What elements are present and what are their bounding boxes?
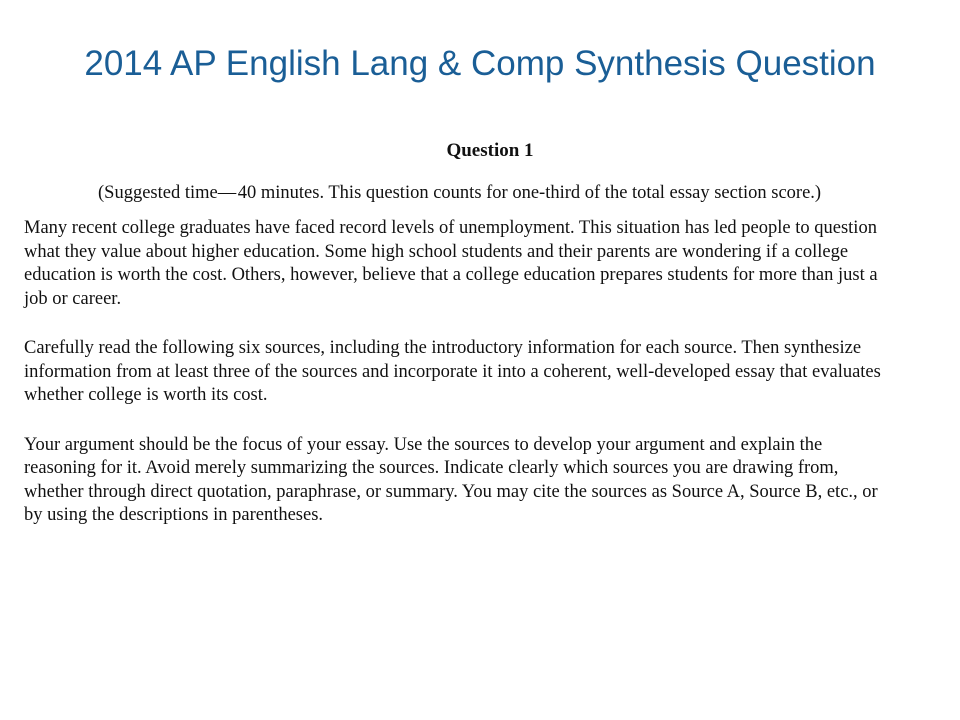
suggested-time-note: (Suggested time— 40 minutes. This question counts for one-third of the total essay section score.) (98, 183, 822, 203)
argument-paragraph (24, 434, 924, 528)
paragraph-line: Many recent college graduates have faced record levels of unemployment. This situation has led people to question (24, 218, 877, 238)
paragraph-line: whether college is worth its cost. (24, 385, 268, 405)
paragraph-line: job or career. (24, 288, 122, 309)
paragraph-line: Carefully read the following six sources, including the introductory information for each source. Then synthesize (24, 338, 862, 358)
paragraph-line: whether through direct quotation, paraphrase, or summary. You may cite the sources as Source A, Source B, etc., or (24, 481, 878, 502)
question-heading: Question 1 (446, 140, 534, 161)
question-document (24, 135, 924, 528)
intro-paragraph (24, 217, 924, 311)
paragraph-line: education is worth the cost. Others, however, believe that a college education prepares students for more than just a (24, 265, 878, 285)
paragraph-line: reasoning for it. Avoid merely summarizing the sources. Indicate clearly which sources you are drawing from, (24, 458, 839, 478)
slide-title: 2014 AP English Lang & Comp Synthesis Question (84, 44, 876, 83)
paragraph-line: information from at least three of the sources and incorporate it into a coherent, well-developed essay that evaluates (24, 361, 881, 382)
paragraph-line: by using the descriptions in parentheses. (24, 505, 324, 525)
paragraph-line: what they value about higher education. Some high school students and their parents are wondering if a college (24, 241, 849, 262)
instructions-paragraph (24, 337, 924, 408)
paragraph-line: Your argument should be the focus of your essay. Use the sources to develop your argument and explain the (24, 434, 823, 455)
